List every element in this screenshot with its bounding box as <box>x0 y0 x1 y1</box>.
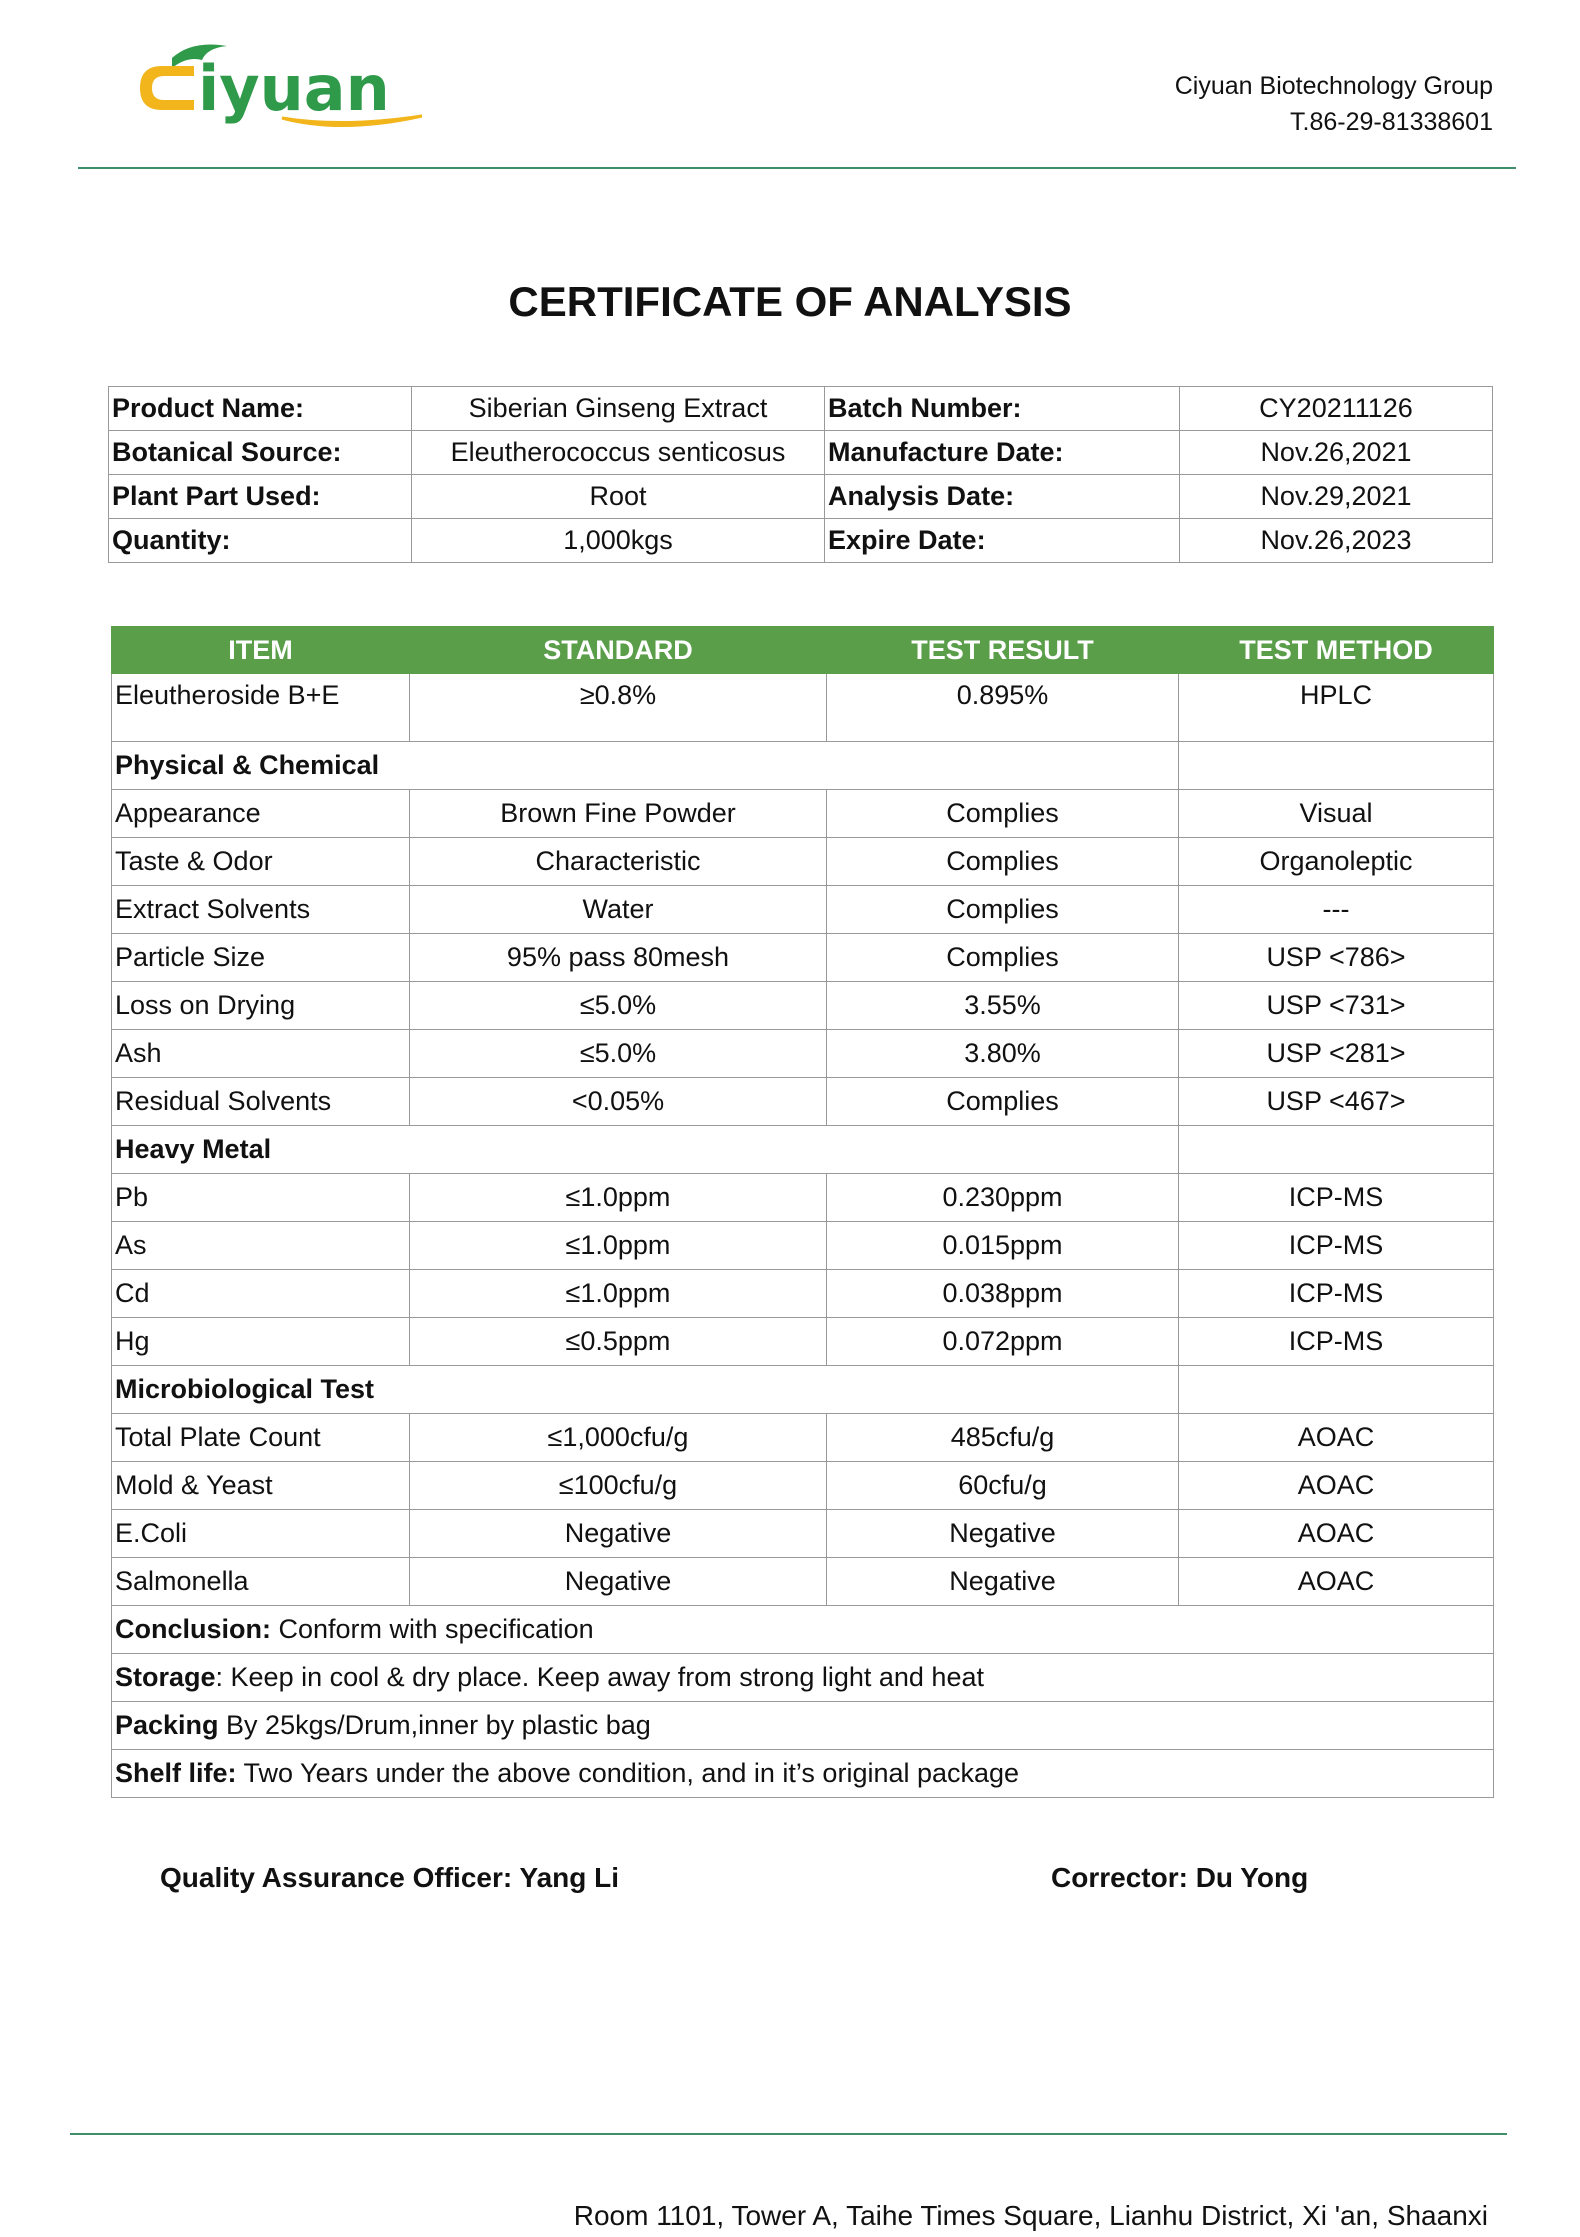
method-cell: ICP-MS <box>1179 1318 1494 1366</box>
result-cell: 0.015ppm <box>827 1222 1179 1270</box>
company-info <box>1175 68 1493 140</box>
method-cell: Visual <box>1179 790 1494 838</box>
info-row <box>109 519 1493 563</box>
method-cell: AOAC <box>1179 1462 1494 1510</box>
info-label: Botanical Source: <box>109 431 412 475</box>
info-label: Batch Number: <box>825 387 1180 431</box>
standard-cell: ≤1.0ppm <box>410 1174 827 1222</box>
item-cell: Mold & Yeast <box>112 1462 410 1510</box>
product-info-table <box>108 386 1493 563</box>
item-cell: Eleutheroside B+E <box>112 674 410 742</box>
item-cell: Extract Solvents <box>112 886 410 934</box>
standard-cell: 95% pass 80mesh <box>410 934 827 982</box>
col-test-result: TEST RESULT <box>827 627 1179 674</box>
table-row <box>112 982 1494 1030</box>
info-row <box>109 387 1493 431</box>
section-header <box>112 1366 1494 1414</box>
table-row <box>112 1222 1494 1270</box>
method-cell: HPLC <box>1179 674 1494 742</box>
table-row <box>112 934 1494 982</box>
info-value: CY20211126 <box>1180 387 1493 431</box>
note-label: Shelf life: <box>115 1758 237 1788</box>
note-cell <box>112 1654 1494 1702</box>
note-row <box>112 1750 1494 1798</box>
table-header <box>112 627 1494 674</box>
header-divider <box>78 167 1516 169</box>
table-row <box>112 1558 1494 1606</box>
standard-cell: ≤5.0% <box>410 1030 827 1078</box>
item-cell: Total Plate Count <box>112 1414 410 1462</box>
note-cell <box>112 1750 1494 1798</box>
item-cell: Appearance <box>112 790 410 838</box>
note-row <box>112 1606 1494 1654</box>
info-label: Expire Date: <box>825 519 1180 563</box>
table-row <box>112 1078 1494 1126</box>
note-label: Storage <box>115 1662 216 1692</box>
note-text: Conform with specification <box>271 1614 594 1644</box>
table-row <box>112 1510 1494 1558</box>
item-cell: Taste & Odor <box>112 838 410 886</box>
col-standard: STANDARD <box>410 627 827 674</box>
method-cell: --- <box>1179 886 1494 934</box>
standard-cell: Negative <box>410 1510 827 1558</box>
item-cell: Loss on Drying <box>112 982 410 1030</box>
result-cell: 3.55% <box>827 982 1179 1030</box>
analysis-table <box>111 626 1494 1798</box>
item-cell: Hg <box>112 1318 410 1366</box>
method-cell: ICP-MS <box>1179 1174 1494 1222</box>
info-label: Plant Part Used: <box>109 475 412 519</box>
method-cell: USP <731> <box>1179 982 1494 1030</box>
standard-cell: Characteristic <box>410 838 827 886</box>
standard-cell: ≥0.8% <box>410 674 827 742</box>
info-row <box>109 431 1493 475</box>
info-value: Root <box>412 475 825 519</box>
standard-cell: Brown Fine Powder <box>410 790 827 838</box>
item-cell: Particle Size <box>112 934 410 982</box>
method-cell: AOAC <box>1179 1510 1494 1558</box>
section-title: Heavy Metal <box>112 1126 1179 1174</box>
result-cell: 3.80% <box>827 1030 1179 1078</box>
result-cell: Negative <box>827 1510 1179 1558</box>
method-cell: AOAC <box>1179 1414 1494 1462</box>
info-value: Nov.29,2021 <box>1180 475 1493 519</box>
company-phone: T.86-29-81338601 <box>1290 108 1493 136</box>
item-cell: Ash <box>112 1030 410 1078</box>
info-value: Eleutherococcus senticosus <box>412 431 825 475</box>
standard-cell: Water <box>410 886 827 934</box>
note-text: Two Years under the above condition, and in it’s original package <box>236 1758 1020 1788</box>
section-title: Physical & Chemical <box>112 742 1179 790</box>
table-row <box>112 1414 1494 1462</box>
info-label: Product Name: <box>109 387 412 431</box>
info-label: Manufacture Date: <box>825 431 1180 475</box>
col-test-method: TEST METHOD <box>1179 627 1494 674</box>
standard-cell: ≤0.5ppm <box>410 1318 827 1366</box>
info-row <box>109 475 1493 519</box>
table-row <box>112 1318 1494 1366</box>
method-cell: ICP-MS <box>1179 1270 1494 1318</box>
info-value: Siberian Ginseng Extract <box>412 387 825 431</box>
result-cell: 0.895% <box>827 674 1179 742</box>
svg-text:iyuan: iyuan <box>198 52 390 125</box>
standard-cell: ≤5.0% <box>410 982 827 1030</box>
result-cell: Complies <box>827 934 1179 982</box>
item-cell: E.Coli <box>112 1510 410 1558</box>
footer-divider <box>70 2133 1507 2135</box>
note-cell <box>112 1606 1494 1654</box>
standard-cell: ≤1.0ppm <box>410 1270 827 1318</box>
result-cell: Negative <box>827 1558 1179 1606</box>
standard-cell: ≤1,000cfu/g <box>410 1414 827 1462</box>
item-cell: Residual Solvents <box>112 1078 410 1126</box>
table-row <box>112 1030 1494 1078</box>
table-row <box>112 1270 1494 1318</box>
item-cell: Pb <box>112 1174 410 1222</box>
company-name: Ciyuan Biotechnology Group <box>1174 72 1493 100</box>
corrector: Corrector: Du Yong <box>1051 1862 1309 1893</box>
note-row <box>112 1702 1494 1750</box>
method-cell: USP <281> <box>1179 1030 1494 1078</box>
table-row <box>112 1174 1494 1222</box>
standard-cell: ≤1.0ppm <box>410 1222 827 1270</box>
section-header <box>112 1126 1494 1174</box>
section-title: Microbiological Test <box>112 1366 1179 1414</box>
col-item: ITEM <box>112 627 410 674</box>
item-cell: Salmonella <box>112 1558 410 1606</box>
info-label: Analysis Date: <box>825 475 1180 519</box>
method-cell: USP <786> <box>1179 934 1494 982</box>
info-value: Nov.26,2021 <box>1180 431 1493 475</box>
item-cell: Cd <box>112 1270 410 1318</box>
result-cell: 0.072ppm <box>827 1318 1179 1366</box>
footer-address: Room 1101, Tower A, Taihe Times Square, Lianhu District, Xi 'an, Shaanxi <box>573 2200 1488 2231</box>
result-cell: Complies <box>827 790 1179 838</box>
section-header <box>112 742 1494 790</box>
info-value: Nov.26,2023 <box>1180 519 1493 563</box>
note-text: : Keep in cool & dry place. Keep away from strong light and heat <box>215 1662 984 1692</box>
result-cell: 0.038ppm <box>827 1270 1179 1318</box>
method-cell: USP <467> <box>1179 1078 1494 1126</box>
empty-cell <box>1179 742 1494 790</box>
table-row <box>112 838 1494 886</box>
method-cell: Organoleptic <box>1179 838 1494 886</box>
result-cell: 485cfu/g <box>827 1414 1179 1462</box>
table-row <box>112 790 1494 838</box>
info-label: Quantity: <box>109 519 412 563</box>
empty-cell <box>1179 1366 1494 1414</box>
result-cell: Complies <box>827 838 1179 886</box>
result-cell: Complies <box>827 1078 1179 1126</box>
note-label: Conclusion: <box>115 1614 271 1644</box>
standard-cell: ≤100cfu/g <box>410 1462 827 1510</box>
table-row <box>112 886 1494 934</box>
method-cell: ICP-MS <box>1179 1222 1494 1270</box>
result-cell: 60cfu/g <box>827 1462 1179 1510</box>
method-cell: AOAC <box>1179 1558 1494 1606</box>
standard-cell: Negative <box>410 1558 827 1606</box>
note-row <box>112 1654 1494 1702</box>
result-cell: 0.230ppm <box>827 1174 1179 1222</box>
empty-cell <box>1179 1126 1494 1174</box>
note-text: By 25kgs/Drum,inner by plastic bag <box>218 1710 651 1740</box>
info-value: 1,000kgs <box>412 519 825 563</box>
item-cell: As <box>112 1222 410 1270</box>
table-row <box>112 1462 1494 1510</box>
standard-cell: <0.05% <box>410 1078 827 1126</box>
result-cell: Complies <box>827 886 1179 934</box>
note-cell <box>112 1702 1494 1750</box>
qa-officer: Quality Assurance Officer: Yang Li <box>160 1862 620 1893</box>
table-row <box>112 674 1494 742</box>
note-label: Packing <box>115 1710 219 1740</box>
ciyuan-logo <box>132 38 432 138</box>
page-title: CERTIFICATE OF ANALYSIS <box>508 278 1072 325</box>
